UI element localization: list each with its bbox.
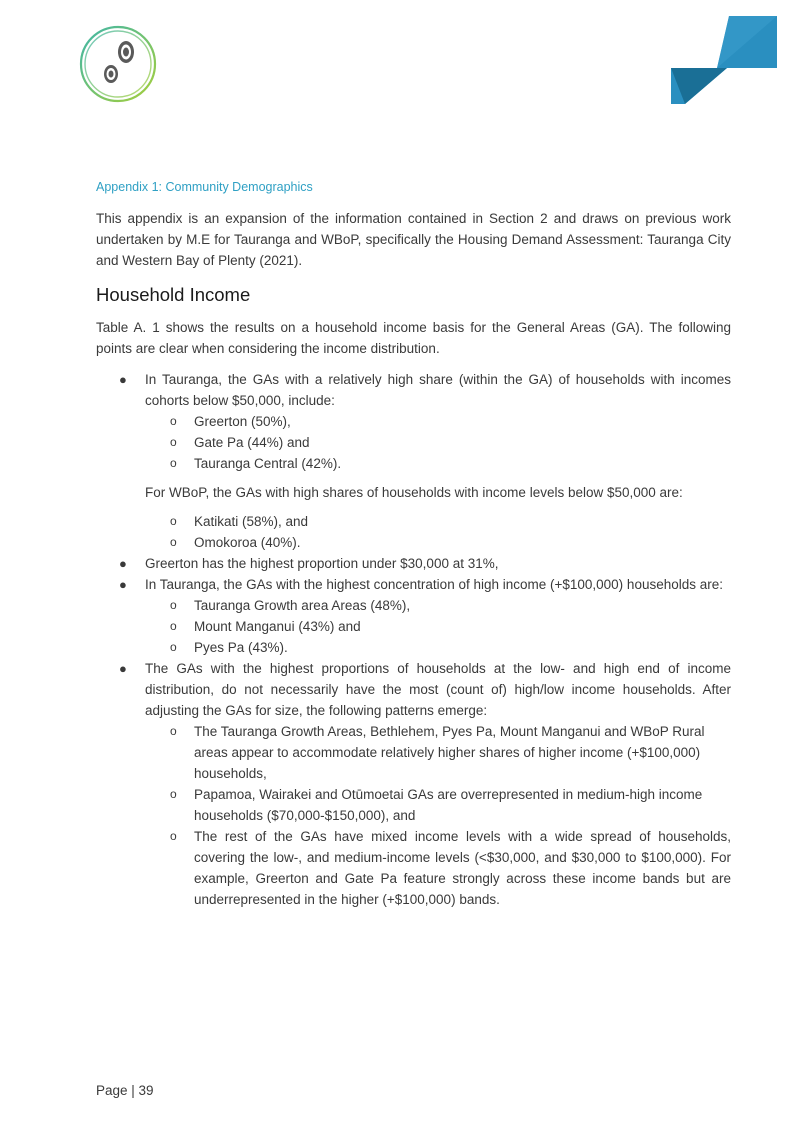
bullet-glyph: ● — [119, 556, 127, 571]
document-body — [96, 180, 731, 910]
list-item — [96, 574, 731, 658]
bullet-glyph: ● — [119, 577, 127, 592]
bullet-list — [96, 369, 731, 910]
sub-glyph: o — [170, 787, 177, 801]
sub-list-item: o Gate Pa (44%) and — [145, 432, 731, 453]
sub-glyph: o — [170, 619, 177, 633]
page-number-footer: Page | 39 — [96, 1083, 154, 1098]
bullet-glyph: ● — [119, 661, 127, 676]
sub-glyph: o — [170, 456, 177, 470]
sub-list-item: o Tauranga Central (42%). — [145, 453, 731, 474]
sub-list — [145, 511, 731, 553]
list-item — [96, 658, 731, 910]
bullet-text: In Tauranga, the GAs with a relatively high share (within the GA) of households with incomes cohorts below $50,000, include: — [145, 372, 731, 408]
sub-glyph: o — [170, 829, 177, 843]
bullet-text: In Tauranga, the GAs with the highest concentration of high income (+$100,000) households are: — [145, 577, 724, 592]
list-item — [96, 369, 731, 553]
sub-glyph: o — [170, 514, 177, 528]
sub-list-item: o The Tauranga Growth Areas, Bethlehem, Pyes Pa, Mount Manganui and WBoP Rural areas appear to accommodate relatively higher shares of higher income (+$100,000) households, — [145, 721, 731, 784]
bullet-text: Greerton has the highest proportion under $30,000 at 31%, — [145, 556, 499, 571]
sub-glyph: o — [170, 435, 177, 449]
sub-glyph: o — [170, 724, 177, 738]
lead-paragraph: Table A. 1 shows the results on a household income basis for the General Areas (GA). The following points are clear when considering the income distribution. — [96, 320, 731, 356]
sub-glyph: o — [170, 414, 177, 428]
sub-list-item: o The rest of the GAs have mixed income levels with a wide spread of households, covering the low-, and medium-income levels (<$30,000, and $30,000 to $100,000). For example, Greerton and Gate Pa feature strongly across these income bands but are underrepresented in the higher (+$100,000) bands. — [145, 826, 731, 910]
sub-list — [145, 595, 731, 658]
sub-list-item: o Pyes Pa (43%). — [145, 637, 731, 658]
sub-list-item: o Greerton (50%), — [145, 411, 731, 432]
list-item — [96, 553, 731, 574]
section-title: Household Income — [96, 284, 251, 305]
sub-glyph: o — [170, 640, 177, 654]
sub-list-item: o Katikati (58%), and — [145, 511, 731, 532]
sub-list — [145, 411, 731, 474]
sub-glyph: o — [170, 535, 177, 549]
appendix-heading: Appendix 1: Community Demographics — [96, 180, 313, 194]
sub-list-item: o Omokoroa (40%). — [145, 532, 731, 553]
blue-z-logo — [671, 16, 777, 104]
bullet-text: The GAs with the highest proportions of households at the low- and high end of income distribution, do not necessarily have the most (count of) high/low income households. After adjusting the GAs for size, the following patterns emerge: — [145, 661, 731, 718]
sub-list-item: o Papamoa, Wairakei and Otūmoetai GAs are overrepresented in medium-high income households ($70,000-$150,000), and — [145, 784, 731, 826]
sub-list-item: o Tauranga Growth area Areas (48%), — [145, 595, 731, 616]
bullet-paragraph: For WBoP, the GAs with high shares of households with income levels below $50,000 are: — [145, 485, 683, 500]
sub-list — [145, 721, 731, 910]
intro-paragraph: This appendix is an expansion of the information contained in Section 2 and draws on previous work undertaken by M.E for Tauranga and WBoP, specifically the Housing Demand Assessment: Tauranga City and Western Bay of Plenty (2021). — [96, 211, 731, 268]
sub-glyph: o — [170, 598, 177, 612]
footprints-circle-logo — [78, 24, 158, 104]
bullet-glyph: ● — [119, 372, 127, 387]
sub-list-item: o Mount Manganui (43%) and — [145, 616, 731, 637]
